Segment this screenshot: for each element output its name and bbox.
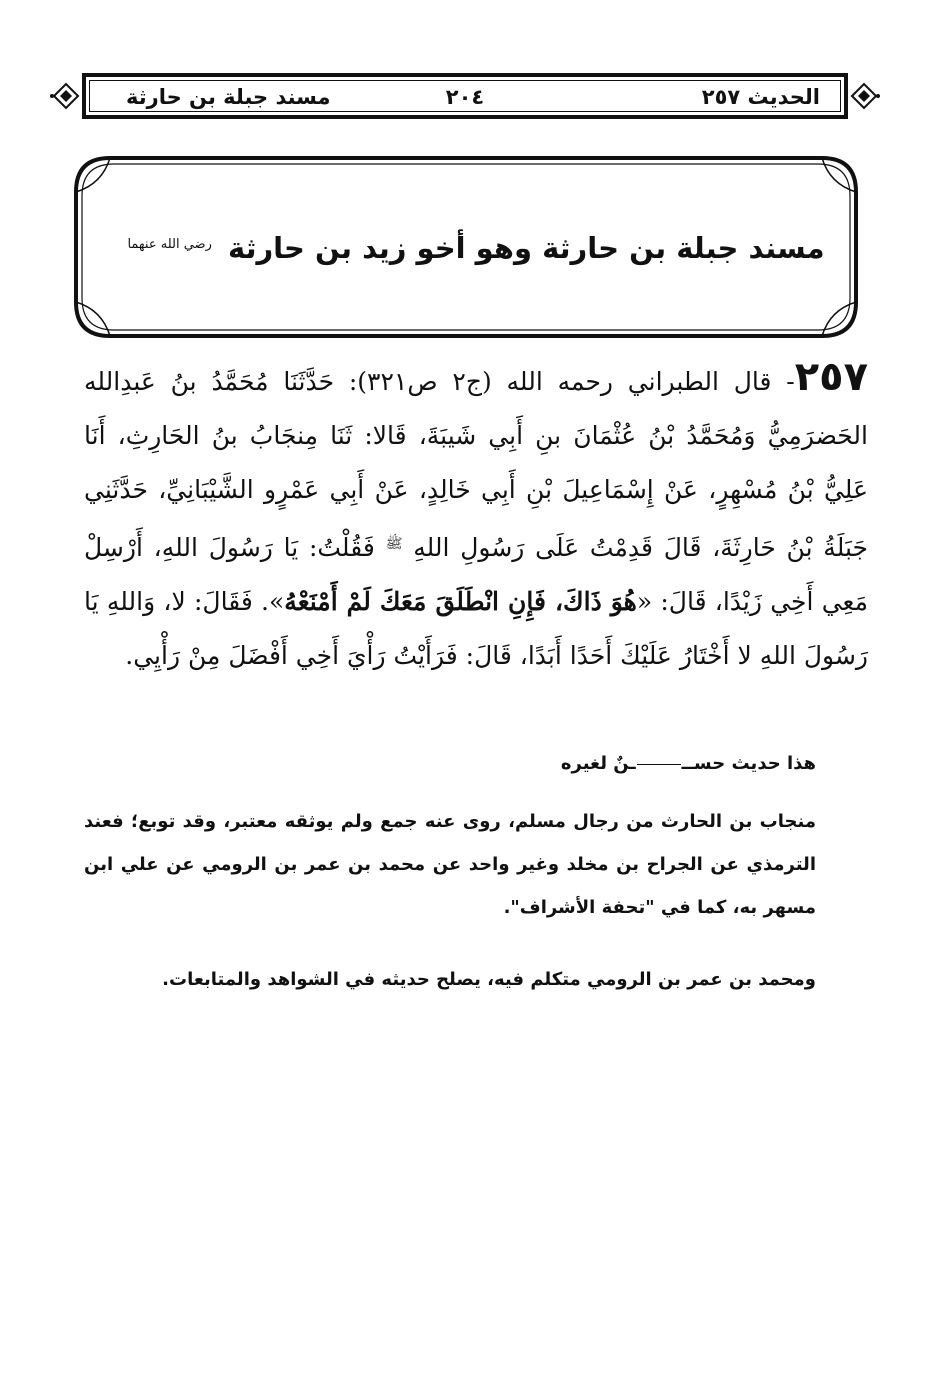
kashida-line (637, 764, 681, 765)
chapter-title (0, 225, 952, 268)
commentary-paragraph-2: ومحمد بن عمر بن الرومي متكلم فيه، يصلح حديثه في الشواهد والمتابعات. (162, 969, 816, 990)
hadith-isnad: - قال الطبراني رحمه الله (ج٢ ص٣٢١): حَدَّثَنَا مُحَمَّدُ بنُ عَبدِالله الحَضرَمِيُّ وَمُحَمَّدُ بْنُ عُثْمَانَ بنِ أَبِي شَيبَةَ، قَالا: ثَنَا مِنجَابُ بنُ الحَارِثِ، أَنَا عَلِيُّ بْنُ مُسْهِرٍ، عَنْ إِسْمَاعِيلَ بْنِ أَبِي خَالِدٍ، عَنْ أَبِي عَمْرٍو الشَّيْبَانِيِّ، حَدَّثَنِي جَبَلَةُ بْنُ حَارِثَةَ، قَالَ قَدِمْتُ عَلَى رَسُولِ اللهِ (84, 367, 868, 562)
grading-hasan-end: ـنٌ (613, 753, 636, 774)
running-header (82, 73, 848, 119)
hadith-number: ٢٥٧ (794, 354, 868, 400)
right-ornament-icon (850, 78, 880, 114)
header-section-title: مسند جبلة بن حارثة (126, 85, 331, 109)
hadith-grading (561, 744, 816, 784)
commentary-paragraph-1: منجاب بن الحارث من رجال مسلم، روى عنه جمع ولم يوثقه معتبر، وقد توبع؛ فعند الترمذي عن الجراح بن مخلد وغير واحد عن محمد بن عمر بن الرومي عن علي ابن مسهر به، كما في "تحفة الأشراف". (84, 811, 816, 918)
grading-hasan (613, 753, 725, 774)
prophet-saying: هُوَ ذَاكَ، فَإِنِ انْطَلَقَ مَعَكَ لَمْ أَمْنَعْهُ (284, 587, 637, 616)
header-hadith-label: الحديث ٢٥٧ (701, 85, 820, 109)
page-number: ٢٠٤ (445, 85, 485, 109)
left-ornament-icon (50, 78, 80, 114)
title-honorific: رضي الله عنهما (127, 237, 212, 252)
hadith-ending: ». فَقَالَ: لا، وَاللهِ يَا رَسُولَ اللهِ لا أَخْتَارُ عَلَيْكَ أَحَدًا أَبَدًا، قَالَ: فَرَأَيْتُ رَأْيَ أَخِي أَفْضَلَ مِنْ رَأْيِي. (84, 587, 868, 670)
grading-hasan-start: حســ (681, 753, 726, 774)
hadith-question: فَقُلْتُ: يَا رَسُولَ اللهِ، أَرْسِلْ مَعِي أَخِي زَيْدًا، قَالَ: « (84, 533, 868, 616)
hadith-text (84, 350, 868, 683)
grading-prefix: هذا حديث (731, 753, 816, 774)
grading-suffix: لغيره (560, 753, 607, 774)
prophet-honorific: ﷺ (385, 536, 403, 552)
chapter-title-text: مسند جبلة بن حارثة وهو أخو زيد بن حارثة (227, 231, 825, 265)
